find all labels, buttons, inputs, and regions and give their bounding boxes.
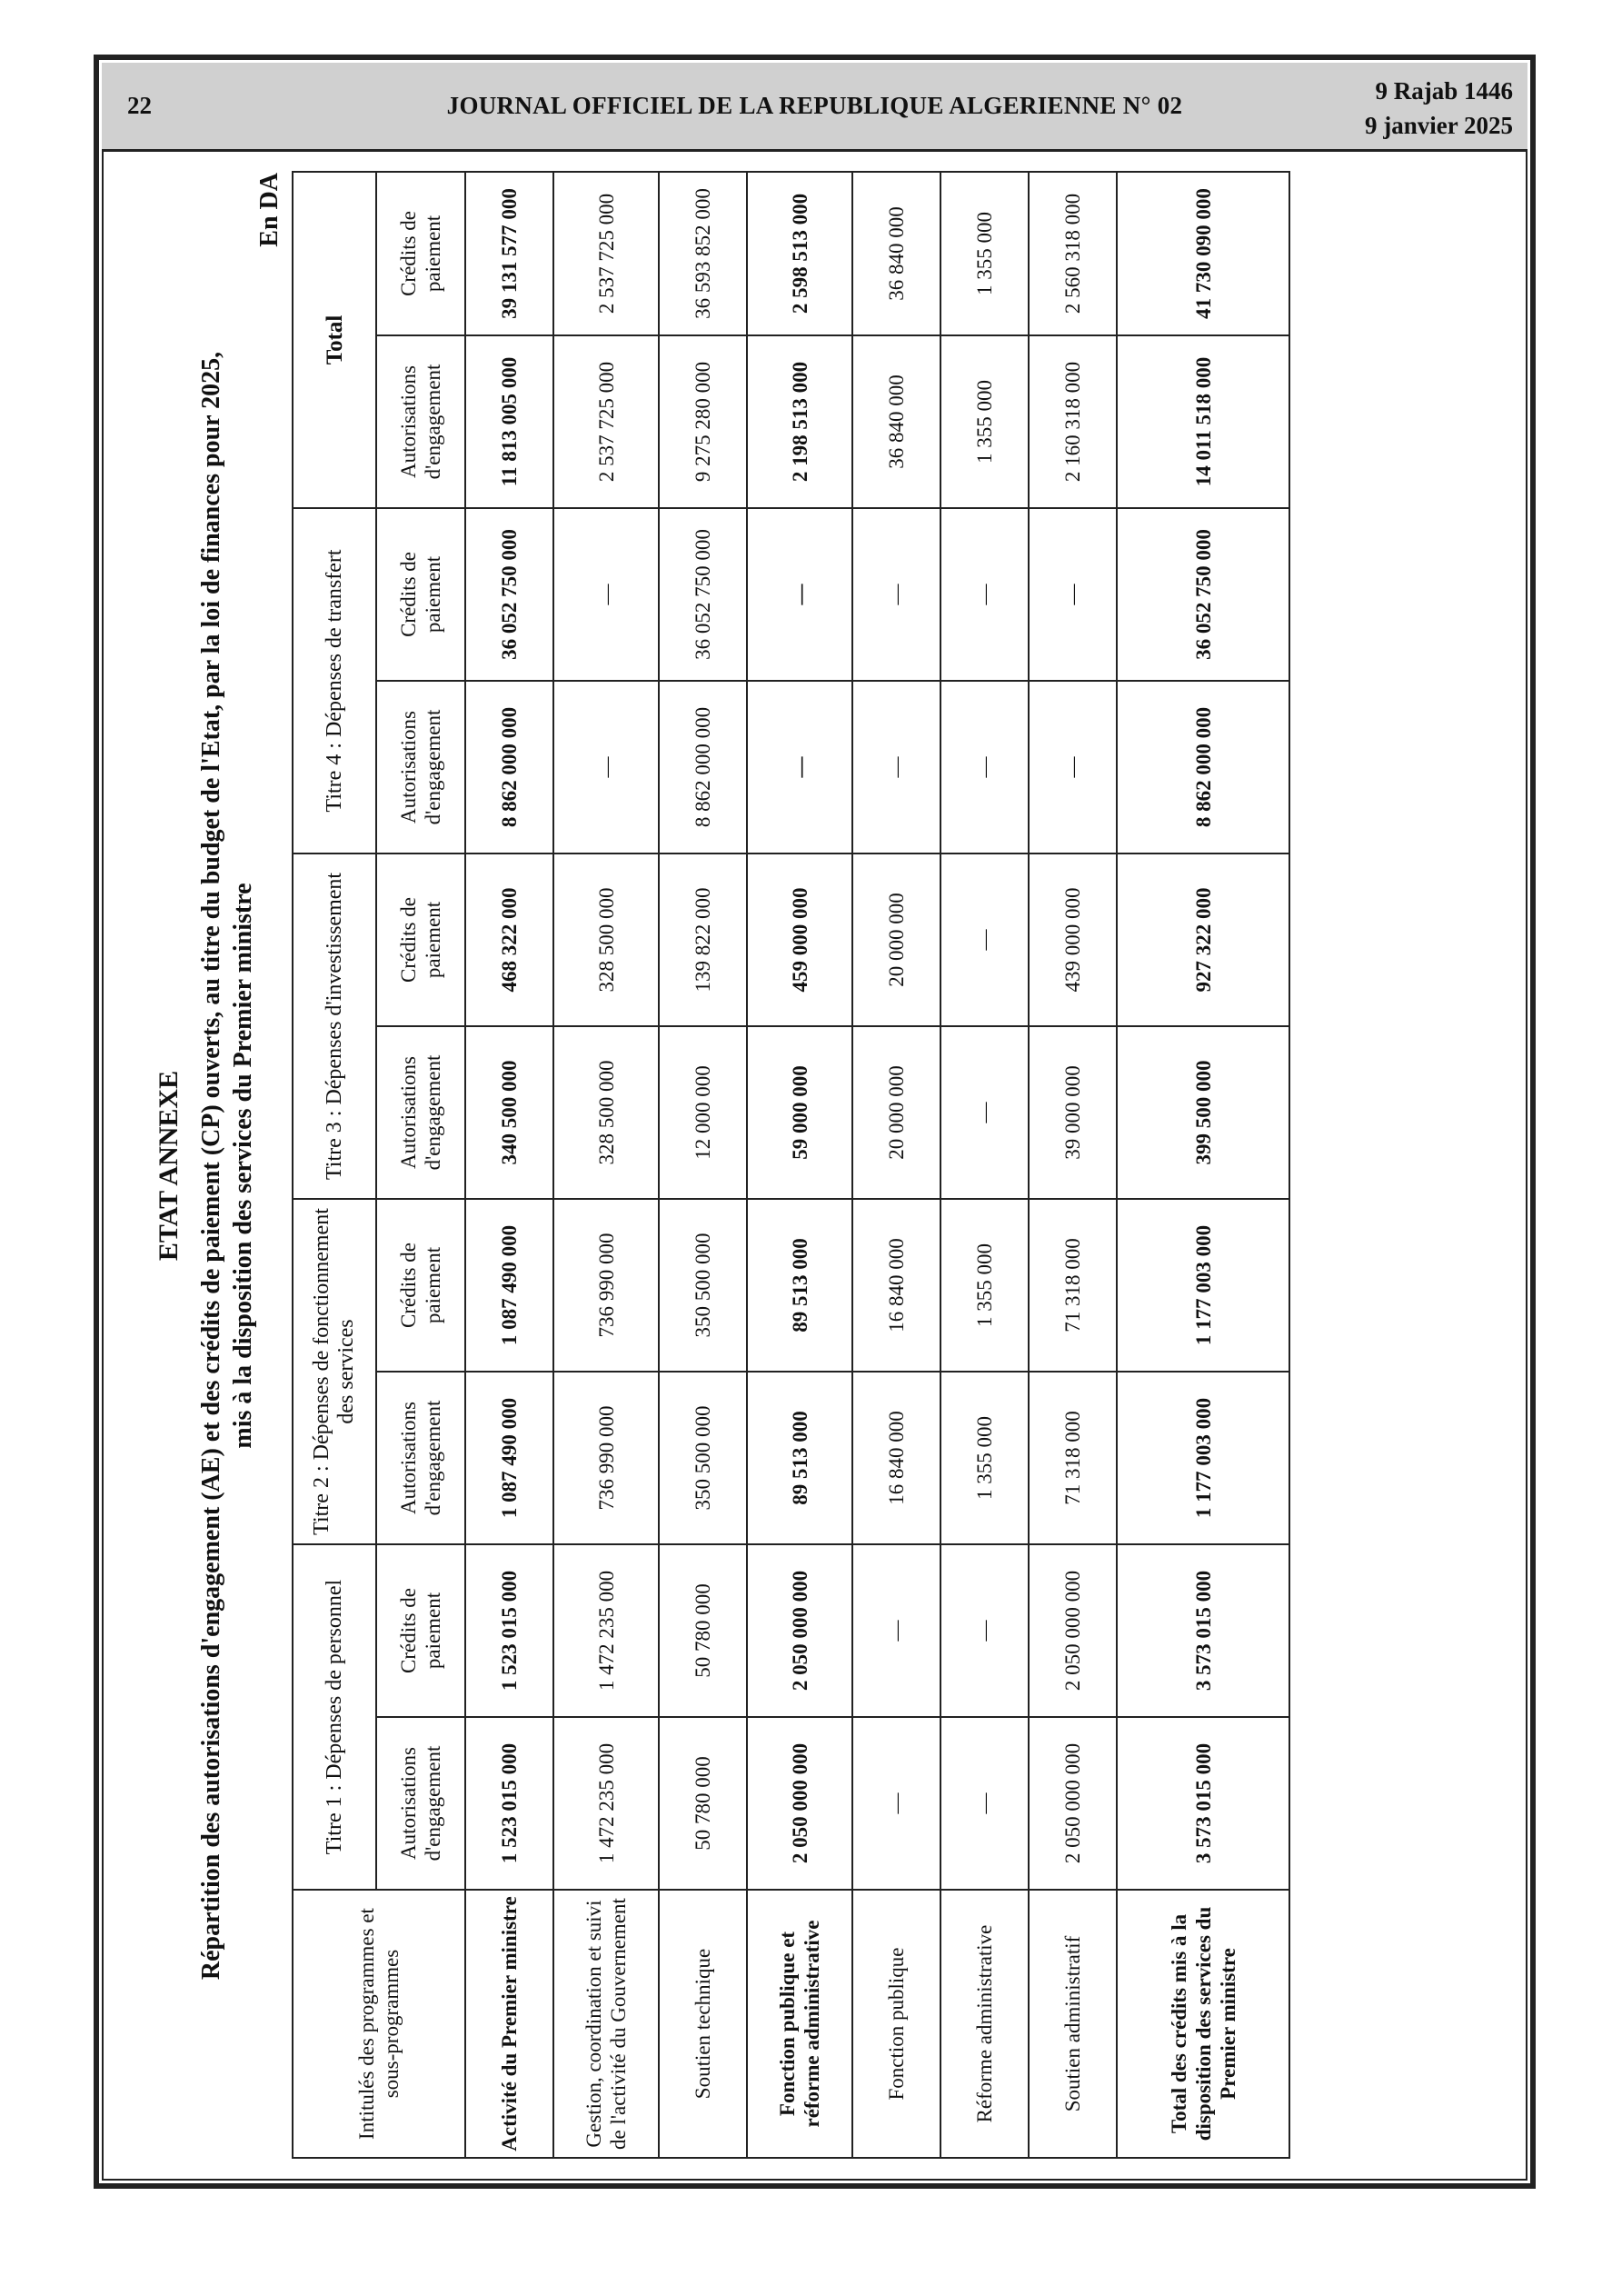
value-cell: 36 052 750 000 <box>1117 508 1289 681</box>
value-cell: 36 593 852 000 <box>659 172 747 335</box>
value-cell: 89 513 000 <box>747 1372 852 1544</box>
sub-header-cp: Crédits de paiement <box>376 854 465 1026</box>
value-cell: 9 275 280 000 <box>659 335 747 508</box>
value-cell: 39 131 577 000 <box>465 172 553 335</box>
value-cell: 328 500 000 <box>553 1026 659 1199</box>
value-cell: 1 355 000 <box>940 172 1029 335</box>
sub-header-cp: Crédits de paiement <box>376 1544 465 1717</box>
row-label: Activité du Premier ministre <box>465 1890 553 2158</box>
annex-subtitle-line2: mis à la disposition des services du Premier ministre <box>229 883 257 1449</box>
value-cell: 14 011 518 000 <box>1117 335 1289 508</box>
table-row <box>553 172 659 2158</box>
value-cell: 89 513 000 <box>747 1199 852 1372</box>
value-cell: 71 318 000 <box>1029 1199 1117 1372</box>
value-cell: 1 177 003 000 <box>1117 1199 1289 1372</box>
value-cell: 2 050 000 000 <box>747 1544 852 1717</box>
value-cell: — <box>1029 508 1117 681</box>
rotated-annex <box>141 173 1463 2159</box>
value-cell: 36 840 000 <box>852 172 940 335</box>
table-row <box>852 172 940 2158</box>
value-cell: — <box>940 854 1029 1026</box>
row-label: Fonction publique et réforme administrative <box>747 1890 852 2158</box>
table-row <box>659 172 747 2158</box>
value-cell: — <box>940 1717 1029 1890</box>
table-row <box>747 172 852 2158</box>
row-label: Soutien technique <box>659 1890 747 2158</box>
value-cell: 8 862 000 000 <box>1117 681 1289 854</box>
value-cell: 36 052 750 000 <box>465 508 553 681</box>
sub-header-cp: Crédits de paiement <box>376 1199 465 1372</box>
value-cell: 41 730 090 000 <box>1117 172 1289 335</box>
annex-table-body <box>465 172 1289 2158</box>
value-cell: 350 500 000 <box>659 1199 747 1372</box>
journal-title: JOURNAL OFFICIEL DE LA REPUBLIQUE ALGERIENNE N° 02 <box>446 92 1183 119</box>
group-header-titre4: Titre 4 : Dépenses de transfert <box>293 508 376 854</box>
annex-subtitle-line1: Répartition des autorisations d'engagement (AE) et des crédits de paiement (CP) ouverts, au titre du budget de l'Etat, par la loi de finances pour 2025, <box>197 351 225 1981</box>
value-cell: 1 355 000 <box>940 1199 1029 1372</box>
value-cell: 736 990 000 <box>553 1199 659 1372</box>
value-cell: 8 862 000 000 <box>659 681 747 854</box>
value-cell: 328 500 000 <box>553 854 659 1026</box>
value-cell: 20 000 000 <box>852 854 940 1026</box>
program-column-header: Intitulés des programmes et sous-programmes <box>293 1890 465 2158</box>
group-header-total: Total <box>293 172 376 508</box>
value-cell: — <box>747 681 852 854</box>
value-cell: — <box>553 681 659 854</box>
row-label: Total des crédits mis à la disposition des services du Premier ministre <box>1117 1890 1289 2158</box>
value-cell: 439 000 000 <box>1029 854 1117 1026</box>
date-block <box>1365 74 1513 143</box>
value-cell: 139 822 000 <box>659 854 747 1026</box>
value-cell: — <box>1029 681 1117 854</box>
value-cell: — <box>940 1544 1029 1717</box>
value-cell: 12 000 000 <box>659 1026 747 1199</box>
value-cell: 11 813 005 000 <box>465 335 553 508</box>
sub-header-ae: Autorisations d'engagement <box>376 681 465 854</box>
value-cell: — <box>852 1717 940 1890</box>
value-cell: 36 052 750 000 <box>659 508 747 681</box>
value-cell: 1 523 015 000 <box>465 1717 553 1890</box>
date-hijri: 9 Rajab 1446 <box>1375 77 1513 105</box>
value-cell: 2 537 725 000 <box>553 172 659 335</box>
value-cell: 1 087 490 000 <box>465 1372 553 1544</box>
table-row <box>1117 172 1289 2158</box>
sub-header-cp: Crédits de paiement <box>376 508 465 681</box>
value-cell: 1 087 490 000 <box>465 1199 553 1372</box>
value-cell: 50 780 000 <box>659 1717 747 1890</box>
value-cell: 3 573 015 000 <box>1117 1544 1289 1717</box>
value-cell: 340 500 000 <box>465 1026 553 1199</box>
sub-header-ae: Autorisations d'engagement <box>376 1372 465 1544</box>
table-row <box>1029 172 1117 2158</box>
value-cell: 468 322 000 <box>465 854 553 1026</box>
value-cell: 1 523 015 000 <box>465 1544 553 1717</box>
value-cell: 59 000 000 <box>747 1026 852 1199</box>
date-gregorian: 9 janvier 2025 <box>1365 112 1513 139</box>
value-cell: — <box>852 508 940 681</box>
value-cell: 2 050 000 000 <box>747 1717 852 1890</box>
value-cell: 2 598 513 000 <box>747 172 852 335</box>
value-cell: 459 000 000 <box>747 854 852 1026</box>
value-cell: — <box>940 1026 1029 1199</box>
unit-label: En DA <box>255 173 284 247</box>
value-cell: 36 840 000 <box>852 335 940 508</box>
sub-header-ae: Autorisations d'engagement <box>376 1717 465 1890</box>
group-header-titre1: Titre 1 : Dépenses de personnel <box>293 1544 376 1890</box>
annex-table <box>292 171 1290 2159</box>
value-cell: 2 198 513 000 <box>747 335 852 508</box>
group-header-titre2: Titre 2 : Dépenses de fonctionnement des services <box>293 1199 376 1544</box>
value-cell: 2 050 000 000 <box>1029 1544 1117 1717</box>
value-cell: 1 355 000 <box>940 1372 1029 1544</box>
value-cell: 39 000 000 <box>1029 1026 1117 1199</box>
row-label: Réforme administrative <box>940 1890 1029 2158</box>
value-cell: — <box>940 508 1029 681</box>
value-cell: 927 322 000 <box>1117 854 1289 1026</box>
table-row <box>940 172 1029 2158</box>
value-cell: — <box>747 508 852 681</box>
value-cell: 20 000 000 <box>852 1026 940 1199</box>
value-cell: 2 050 000 000 <box>1029 1717 1117 1890</box>
value-cell: — <box>940 681 1029 854</box>
value-cell: 350 500 000 <box>659 1372 747 1544</box>
sub-header-ae: Autorisations d'engagement <box>376 1026 465 1199</box>
table-row <box>465 172 553 2158</box>
value-cell: — <box>553 508 659 681</box>
row-label: Gestion, coordination et suivi de l'activité du Gouvernement <box>553 1890 659 2158</box>
value-cell: 16 840 000 <box>852 1199 940 1372</box>
value-cell: 71 318 000 <box>1029 1372 1117 1544</box>
value-cell: 1 472 235 000 <box>553 1544 659 1717</box>
page-number: 22 <box>127 92 152 119</box>
value-cell: — <box>852 681 940 854</box>
value-cell: 3 573 015 000 <box>1117 1717 1289 1890</box>
sub-header-ae: Autorisations d'engagement <box>376 335 465 508</box>
value-cell: 399 500 000 <box>1117 1026 1289 1199</box>
value-cell: 736 990 000 <box>553 1372 659 1544</box>
value-cell: 1 355 000 <box>940 335 1029 508</box>
value-cell: 2 537 725 000 <box>553 335 659 508</box>
value-cell: 50 780 000 <box>659 1544 747 1717</box>
value-cell: 2 560 318 000 <box>1029 172 1117 335</box>
value-cell: 1 472 235 000 <box>553 1717 659 1890</box>
value-cell: 16 840 000 <box>852 1372 940 1544</box>
row-label: Fonction publique <box>852 1890 940 2158</box>
sub-header-cp: Crédits de paiement <box>376 172 465 335</box>
row-label: Soutien administratif <box>1029 1890 1117 2158</box>
journal-header <box>102 63 1527 152</box>
value-cell: 1 177 003 000 <box>1117 1372 1289 1544</box>
annex-subtitle <box>195 173 259 2159</box>
value-cell: — <box>852 1544 940 1717</box>
annex-title: ETAT ANNEXE <box>154 1070 184 1262</box>
group-header-titre3: Titre 3 : Dépenses d'investissement <box>293 854 376 1199</box>
value-cell: 2 160 318 000 <box>1029 335 1117 508</box>
value-cell: 8 862 000 000 <box>465 681 553 854</box>
